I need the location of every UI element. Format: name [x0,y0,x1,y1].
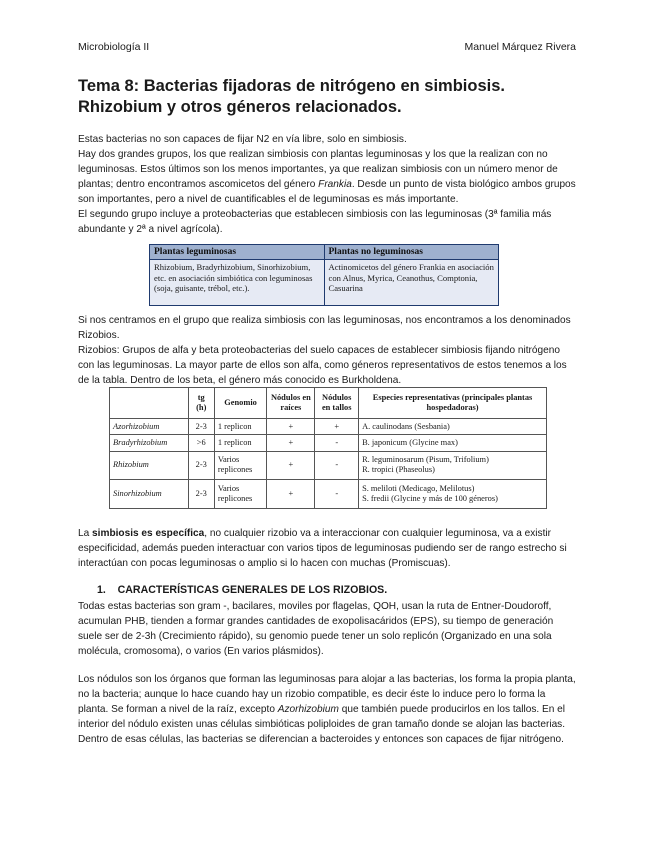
header-author: Manuel Márquez Rivera [464,41,576,53]
rizobios-paragraph [78,313,578,388]
intro-line-1: Estas bacterias no son capaces de fijar N2 en vía libre, solo en simbiosis. [78,134,407,145]
table-row: Rhizobium 2-3 Varios replicones + - R. leguminosarum (Pisum, Trifolium) R. tropici (Phaseolus) [110,451,547,480]
section-heading: 1. CARACTERÍSTICAS GENERALES DE LOS RIZOBIOS. [97,584,388,596]
table2-header-stems: Nódulos en tallos [315,388,359,419]
table2-header-species: Especies representativas (principales plantas hospedadoras) [359,388,547,419]
rizobios-line-1: Si nos centramos en el grupo que realiza simbiosis con las leguminosas, nos encontramos a los denominados Rizobios. [78,315,571,341]
table2-header-tg: tg (h) [188,388,214,419]
table1-cell-nonlegumes: Actinomicetos del género Frankia en asociación con Alnus, Myrica, Ceanothus, Comptonia, Casuarina [324,260,499,306]
table-row: Bradyrhizobium >6 1 replicon + - B. japonicum (Glycine max) [110,435,547,451]
table1-cell-legumes: Rhizobium, Bradyrhizobium, Sinorhizobium, etc. en asociación simbiótica con leguminosas (soja, guisante, trébol, etc.). [150,260,325,306]
nodules-paragraph: Los nódulos son los órganos que forman las leguminosas para alojar a las bacterias, los forma la propia planta, no la bacteria; aunque lo hace cuando hay un rizobio compatible, es decir éste lo induce pero lo forma la planta. Se forman a nivel de la raíz, excepto Azorhizobium que también puede producirlos en los tallos. En el interior del nódulo existen unas células simbióticas poliploides de gran tamaño donde se alojan las bacterias. Dentro de esas células, las bacterias se diferencian a bacteroides y entonces son capaces de fijar nitrógeno. [78,674,576,745]
table-row: Sinorhizobium 2-3 Varios replicones + - S. meliloti (Medicago, Melilotus) S. fredii (Glycine y más de 100 géneros) [110,480,547,509]
rizobios-line-2: Rizobios: Grupos de alfa y beta proteobacterias del suelo capaces de establecer simbiosis fijando nitrógeno con las leguminosas. La mayor parte de ellos son alfa, como géneros representativos de estos tenemos a los de la tabla. Dentro de los beta, el género más conocido es Burkholdena. [78,345,567,386]
table1-header-nonlegumes: Plantas no leguminosas [324,245,499,260]
specificity-paragraph: La simbiosis es específica, no cualquier rizobio va a interaccionar con cualquier leguminosa, va a existir especificidad, además pueden interactuar con varios tipos de leguminosas pudiendo ser de rango estrecho si interactúan con pocas leguminosas o amplio si lo hacen con muchas (Promiscuas). [78,528,567,569]
table1-header-legumes: Plantas leguminosas [150,245,325,260]
symbiosis-table [149,244,499,306]
intro-line-2: Hay dos grandes grupos, los que realizan simbiosis con plantas leguminosas y los que la realizan con no leguminosas. Estos últimos son los menos importantes, ya que realizan simbiosis con un número menor de plantas; dentro encontramos ascomicetos del género Frankia. Desde un punto de vista biológico ambos grupos son importantes, pero a nivel de cuantificables el de leguminosas es más importante. [78,149,576,205]
table2-header-roots: Nódulos en raíces [267,388,315,419]
characteristics-paragraph: Todas estas bacterias son gram -, bacilares, moviles por flagelas, QOH, usan la ruta de Entner-Doudoroff, acumulan PHB, tienden a formar grandes cantidades de exopolisacáridos (EPS), su tiempo de generación suele ser de 2-3h (Crecimiento rápido), su genomio puede tener un solo replicón (Organizado en una sola molécula, cromosoma), o varios (En varios plásmidos). [78,601,554,657]
header-course: Microbiología II [78,41,150,53]
page-title: Tema 8: Bacterias fijadoras de nitrógeno en simbiosis. Rhizobium y otros géneros relacionados. [78,77,505,116]
table2-header-genome: Genomio [214,388,266,419]
intro-paragraph [78,132,578,237]
table-row: Azorhizobium 2-3 1 replicon + + A. caulinodans (Sesbania) [110,419,547,435]
rhizobia-genera-table [109,387,547,509]
intro-line-3: El segundo grupo incluye a proteobacterias que establecen simbiosis con las leguminosas (3ª familia más abundante y 2ª a nivel agrícola). [78,209,552,235]
table2-header-genus [110,388,189,419]
